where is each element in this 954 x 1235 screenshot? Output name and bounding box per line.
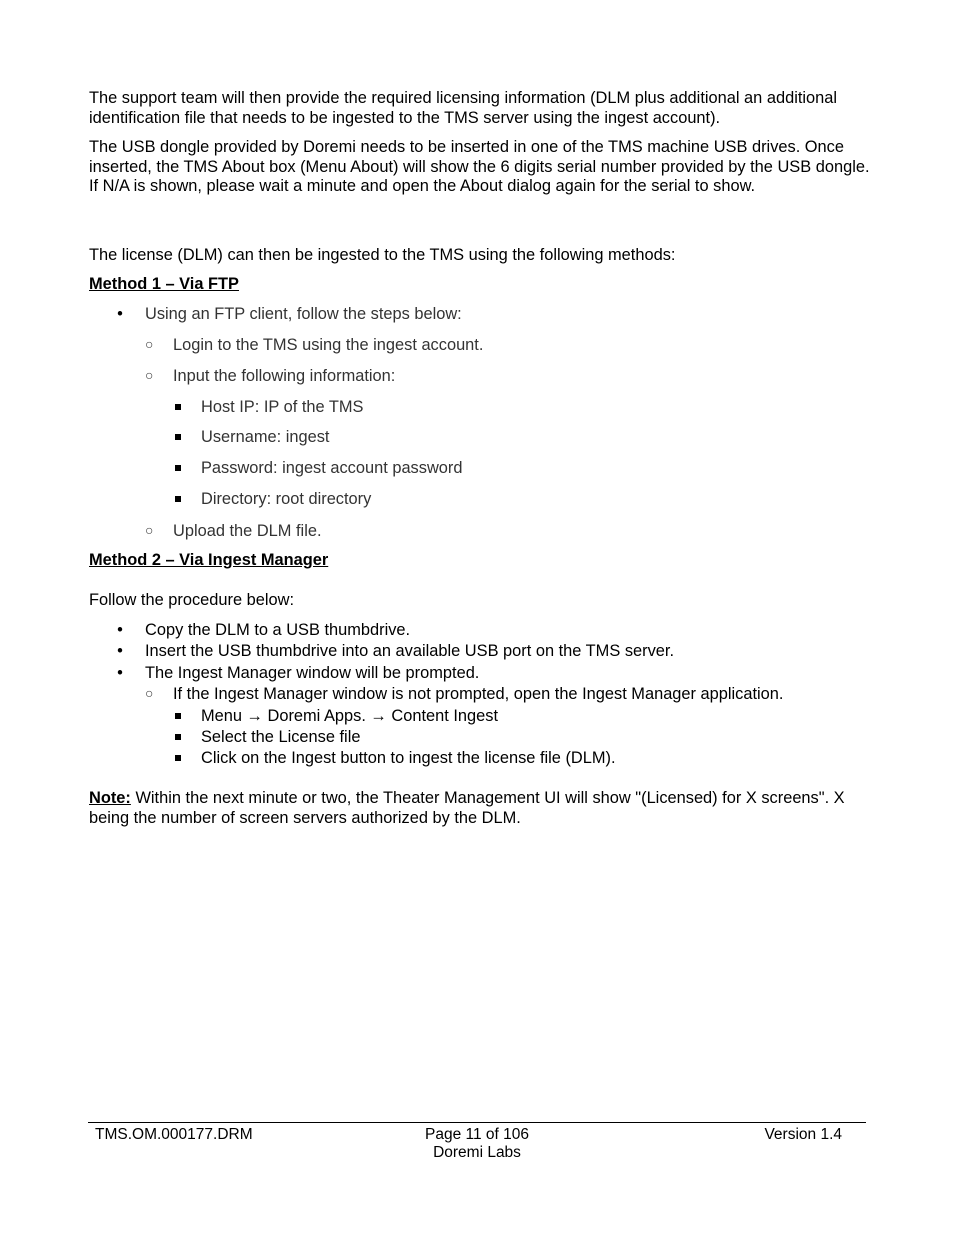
- note-label: Note:: [89, 789, 131, 807]
- square-marker: [175, 713, 181, 719]
- footer-divider: [88, 1122, 866, 1123]
- method2-bullet: Insert the USB thumbdrive into an available USB port on the TMS server.: [145, 642, 675, 660]
- square-marker: [175, 755, 181, 761]
- footer-doc-id: TMS.OM.000177.DRM: [95, 1126, 253, 1143]
- method1-bullet: Using an FTP client, follow the steps below:: [145, 305, 462, 323]
- method2-sub: If the Ingest Manager window is not prompted, open the Ingest Manager application.: [173, 685, 784, 703]
- method1-field: Host IP: IP of the TMS: [201, 398, 364, 416]
- square-marker: [175, 404, 181, 410]
- bullet-marker: •: [117, 642, 123, 660]
- bullet-marker: •: [117, 664, 123, 682]
- method1-field: Directory: root directory: [201, 490, 372, 508]
- circle-marker: ○: [145, 336, 154, 352]
- method1-heading: Method 1 – Via FTP: [89, 275, 239, 293]
- footer-version: Version 1.4: [764, 1126, 842, 1143]
- method1-step-login: Login to the TMS using the ingest account.: [173, 336, 484, 354]
- circle-marker: ○: [145, 367, 154, 383]
- method2-subsub: Menu → Doremi Apps. → Content Ingest: [201, 707, 498, 725]
- method1-step-input: Input the following information:: [173, 367, 396, 385]
- square-marker: [175, 434, 181, 440]
- square-marker: [175, 496, 181, 502]
- square-marker: [175, 465, 181, 471]
- square-marker: [175, 734, 181, 740]
- method2-subsub: Click on the Ingest button to ingest the license file (DLM).: [201, 749, 616, 767]
- intro-paragraph-3: The license (DLM) can then be ingested to the TMS using the following methods:: [89, 246, 676, 264]
- intro-paragraph-1: The support team will then provide the required licensing information (DLM plus additional an additional identification file that needs to be ingested to the TMS server using the ingest account).: [89, 89, 838, 127]
- method2-intro: Follow the procedure below:: [89, 591, 294, 609]
- method1-field: Password: ingest account password: [201, 459, 463, 477]
- bullet-marker: •: [117, 305, 123, 323]
- circle-marker: ○: [145, 522, 154, 538]
- circle-marker: ○: [145, 685, 154, 701]
- intro-paragraph-2: The USB dongle provided by Doremi needs to be inserted in one of the TMS machine USB drives. Once inserted, the TMS About box (Menu About) will show the 6 digits serial number provided by the USB dongle. If N/A is shown, please wait a minute and open the About dialog again for the serial to show.: [89, 138, 870, 196]
- method1-step-upload: Upload the DLM file.: [173, 522, 322, 540]
- method1-field: Username: ingest: [201, 428, 330, 446]
- footer-page-number: Page 11 of 106: [425, 1126, 529, 1143]
- method2-bullet: The Ingest Manager window will be prompted.: [145, 664, 480, 682]
- footer-company: Doremi Labs: [433, 1144, 521, 1161]
- method2-bullet: Copy the DLM to a USB thumbdrive.: [145, 621, 411, 639]
- note-text: Within the next minute or two, the Theater Management UI will show "(Licensed) for X screens". X being the number of screen servers authorized by the DLM.: [89, 789, 845, 827]
- method2-heading: Method 2 – Via Ingest Manager: [89, 551, 329, 569]
- bullet-marker: •: [117, 621, 123, 639]
- note-paragraph: [89, 789, 879, 828]
- method2-subsub: Select the License file: [201, 728, 361, 746]
